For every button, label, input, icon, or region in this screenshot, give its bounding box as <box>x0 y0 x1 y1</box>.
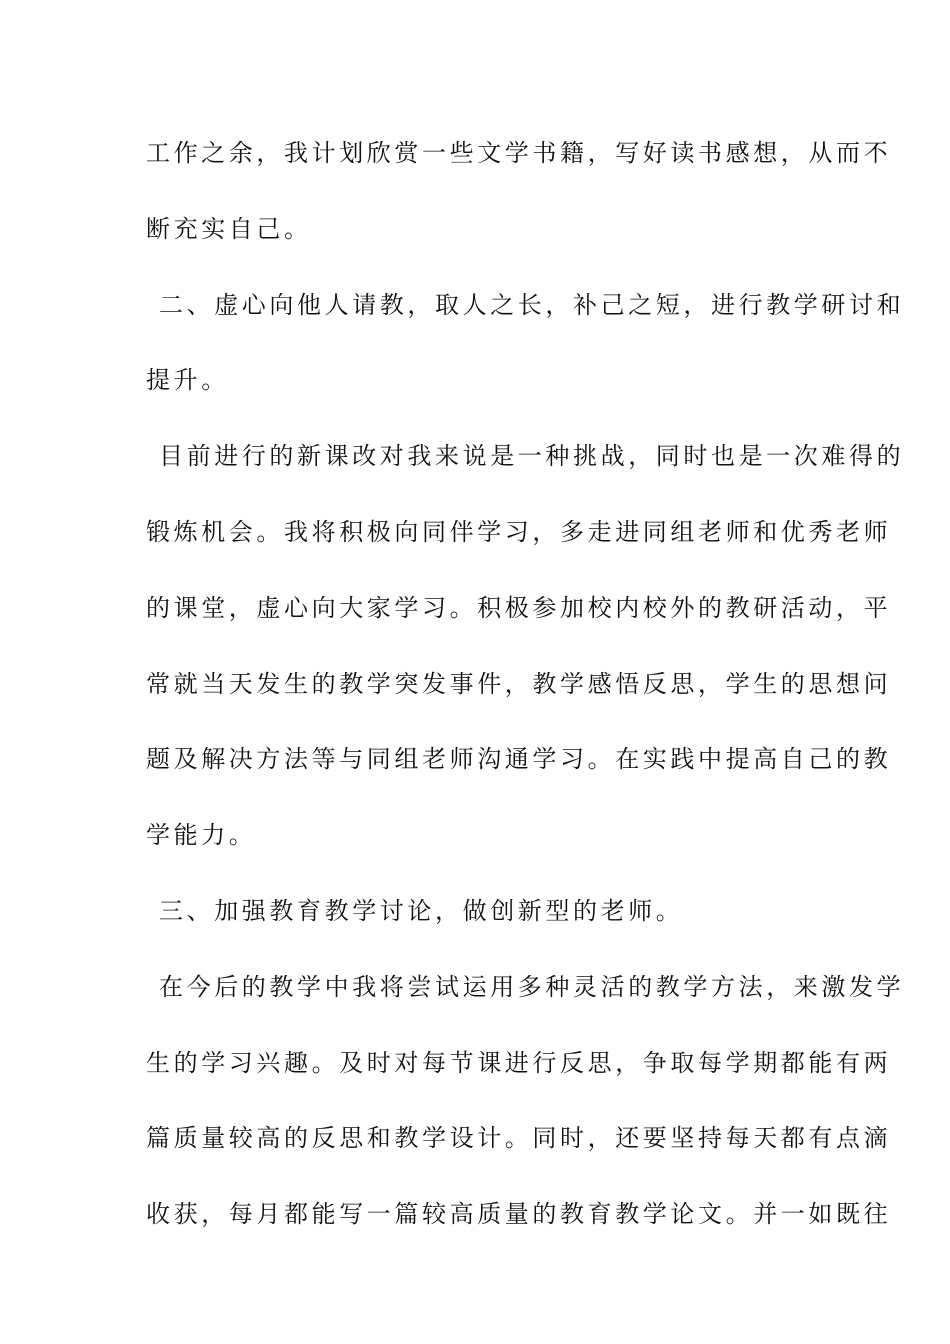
text-line: 收获，每月都能写一篇较高质量的教育教学论文。并一如既往 <box>146 1200 892 1229</box>
text-line: 提升。 <box>146 366 229 395</box>
text-line: 篇质量较高的反思和教学设计。同时，还要坚持每天都有点滴 <box>146 1124 892 1153</box>
document-body <box>146 127 905 1264</box>
text-line: 生的学习兴趣。及时对每节课进行反思，争取每学期都能有两 <box>146 1048 892 1077</box>
text-line: 锻炼机会。我将积极向同伴学习，多走进同组老师和优秀老师 <box>146 517 892 546</box>
text-line: 题及解决方法等与同组老师沟通学习。在实践中提高自己的教 <box>146 745 892 774</box>
text-line: 常就当天发生的教学突发事件，教学感悟反思，学生的思想问 <box>146 669 892 698</box>
text-line: 断充实自己。 <box>146 214 312 243</box>
paragraph-start: 目前进行的新课改对我来说是一种挑战，同时也是一次难得的 <box>159 442 905 471</box>
text-line: 学能力。 <box>146 821 257 850</box>
paragraph-start: 在今后的教学中我将尝试运用多种灵活的教学方法，来激发学 <box>159 972 905 1001</box>
text-line: 的课堂，虚心向大家学习。积极参加校内校外的教研活动，平 <box>146 593 892 622</box>
section-heading: 三、加强教育教学讨论，做创新型的老师。 <box>159 896 684 925</box>
section-heading: 二、虚心向他人请教，取人之长，补己之短，进行教学研讨和 <box>159 290 905 319</box>
text-line: 工作之余，我计划欣赏一些文学书籍，写好读书感想，从而不 <box>146 139 892 167</box>
